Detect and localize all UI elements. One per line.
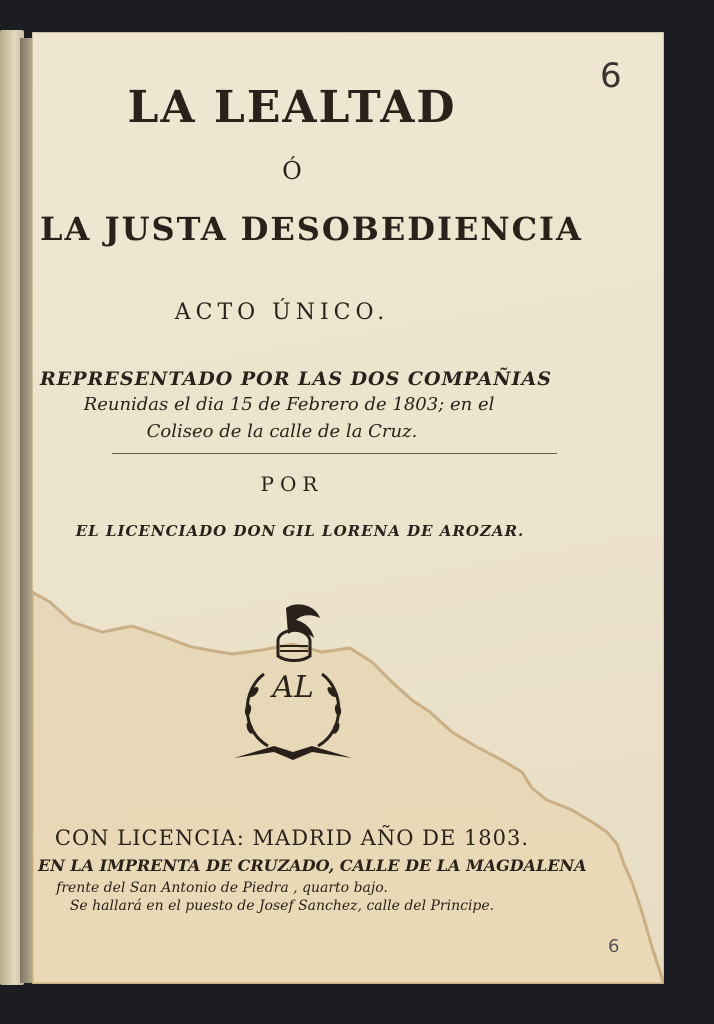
title-conjunction: Ó (282, 157, 302, 185)
by-label: POR (260, 472, 324, 496)
title-page (32, 32, 664, 984)
license-line: CON LICENCIA: MADRID AÑO DE 1803. (54, 826, 530, 850)
folio-number-bottom: 6 (608, 936, 620, 957)
play-title: LA LEALTAD (127, 82, 457, 133)
printer-line: EN LA IMPRENTA DE CRUZADO, CALLE DE LA MAGDALENA (38, 856, 587, 875)
act-label: ACTO ÚNICO. (174, 300, 390, 325)
author-line: EL LICENCIADO DON GIL LORENA DE AROZAR. (75, 522, 525, 540)
printer-emblem (228, 600, 358, 765)
play-subtitle: LA JUSTA DESOBEDIENCIA (40, 210, 583, 248)
printer-address: frente del San Antonio de Piedra , quarto bajo. (56, 880, 388, 896)
folio-number-top: 6 (600, 56, 622, 96)
emblem-monogram: AL (272, 670, 314, 705)
performance-line-1: REPRESENTADO POR LAS DOS COMPAÑIAS (40, 368, 552, 390)
sale-location: Se hallará en el puesto de Josef Sanchez, calle del Principe. (69, 898, 495, 914)
divider-rule (112, 453, 557, 454)
performance-line-2: Reunidas el dia 15 de Febrero de 1803; en el (83, 394, 495, 415)
performance-line-3: Coliseo de la calle de la Cruz. (146, 421, 418, 442)
